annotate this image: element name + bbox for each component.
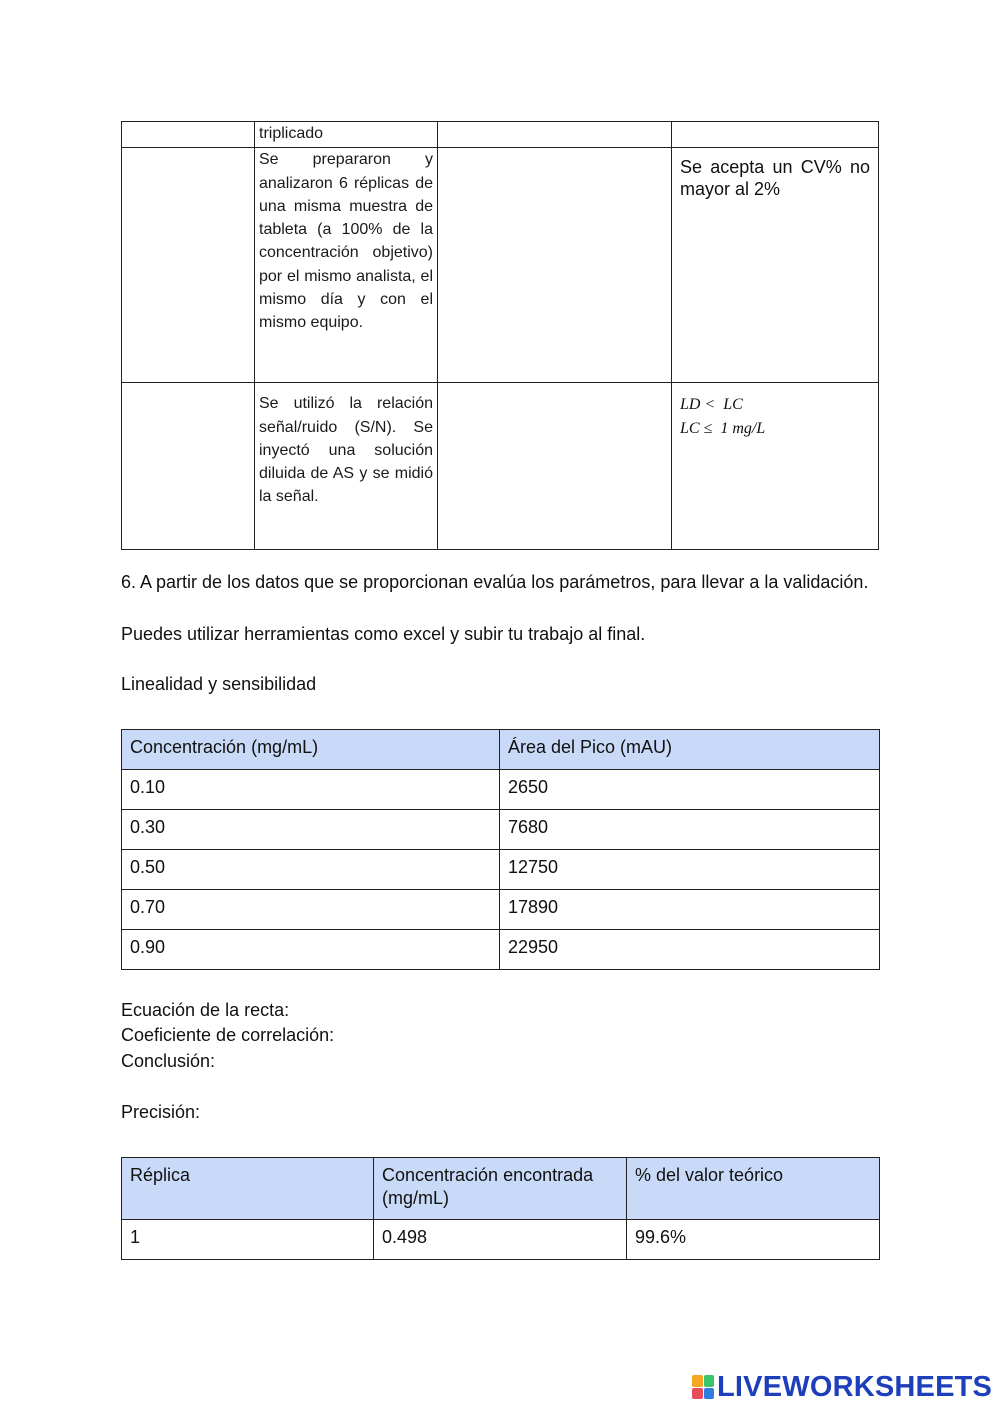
table-row xyxy=(122,850,880,890)
percent-cell: 99.6% xyxy=(627,1220,880,1260)
area-cell: 17890 xyxy=(500,890,880,930)
replica-cell: 1 xyxy=(122,1220,374,1260)
table-row xyxy=(122,890,880,930)
procedure-cell: Se utilizó la relación señal/ruido (S/N). Se inyectó una solución diluida de AS y se midió la señal. xyxy=(255,383,438,550)
precision-table xyxy=(121,1157,880,1260)
equation-label: Ecuación de la recta: xyxy=(121,1000,290,1020)
table-row xyxy=(122,383,879,550)
criterion-cell: Se acepta un CV% no mayor al 2% xyxy=(672,148,879,383)
concentration-cell: 0.30 xyxy=(122,810,500,850)
parameter-cell xyxy=(122,122,255,148)
area-cell: 12750 xyxy=(500,850,880,890)
linearity-heading: Linealidad y sensibilidad xyxy=(121,674,317,694)
concentration-cell: 0.498 xyxy=(374,1220,627,1260)
area-cell: 22950 xyxy=(500,930,880,970)
correlation-label: Coeficiente de correlación: xyxy=(121,1025,335,1045)
table-header-row xyxy=(122,730,880,770)
table-row xyxy=(122,1220,880,1260)
conclusion-label: Conclusión: xyxy=(121,1051,216,1071)
table-header-row xyxy=(122,1158,880,1220)
area-cell: 7680 xyxy=(500,810,880,850)
criterion-cell xyxy=(672,383,879,550)
procedure-cell: triplicado xyxy=(255,122,438,148)
criterion-cell xyxy=(672,122,879,148)
table-row xyxy=(122,148,879,383)
result-cell xyxy=(438,122,672,148)
concentration-cell: 0.10 xyxy=(122,770,500,810)
concentration-cell: 0.50 xyxy=(122,850,500,890)
liveworksheets-logo xyxy=(692,1372,992,1402)
question-text: 6. A partir de los datos que se proporcionan evalúa los parámetros, para llevar a la validación. xyxy=(121,572,869,592)
concentration-cell: 0.70 xyxy=(122,890,500,930)
result-cell xyxy=(438,148,672,383)
concentration-cell: 0.90 xyxy=(122,930,500,970)
criterion-formula-1: LD < LC xyxy=(680,396,743,414)
logo-mark-icon xyxy=(692,1375,714,1399)
criterion-formula-2: LC ≤ 1 mg/L xyxy=(680,419,766,437)
precision-heading: Precisión: xyxy=(121,1102,201,1122)
validation-table xyxy=(121,121,879,550)
column-header: Réplica xyxy=(122,1158,374,1220)
column-header: Concentración encontrada (mg/mL) xyxy=(374,1158,627,1220)
procedure-cell: Se prepararon y analizaron 6 réplicas de una misma muestra de tableta (a 100% de la concentración objetivo) por el mismo analista, el mismo día y con el mismo equipo. xyxy=(255,148,438,383)
logo-text: LIVEWORKSHEETS xyxy=(717,1370,993,1403)
parameter-cell xyxy=(122,148,255,383)
table-row xyxy=(122,122,879,148)
table-row xyxy=(122,930,880,970)
column-header: Área del Pico (mAU) xyxy=(500,730,880,770)
result-cell xyxy=(438,383,672,550)
linearity-table xyxy=(121,729,880,970)
instruction-text: Puedes utilizar herramientas como excel y subir tu trabajo al final. xyxy=(121,624,646,644)
column-header: Concentración (mg/mL) xyxy=(122,730,500,770)
column-header: % del valor teórico xyxy=(627,1158,880,1220)
parameter-cell xyxy=(122,383,255,550)
table-row xyxy=(122,810,880,850)
table-row xyxy=(122,770,880,810)
area-cell: 2650 xyxy=(500,770,880,810)
